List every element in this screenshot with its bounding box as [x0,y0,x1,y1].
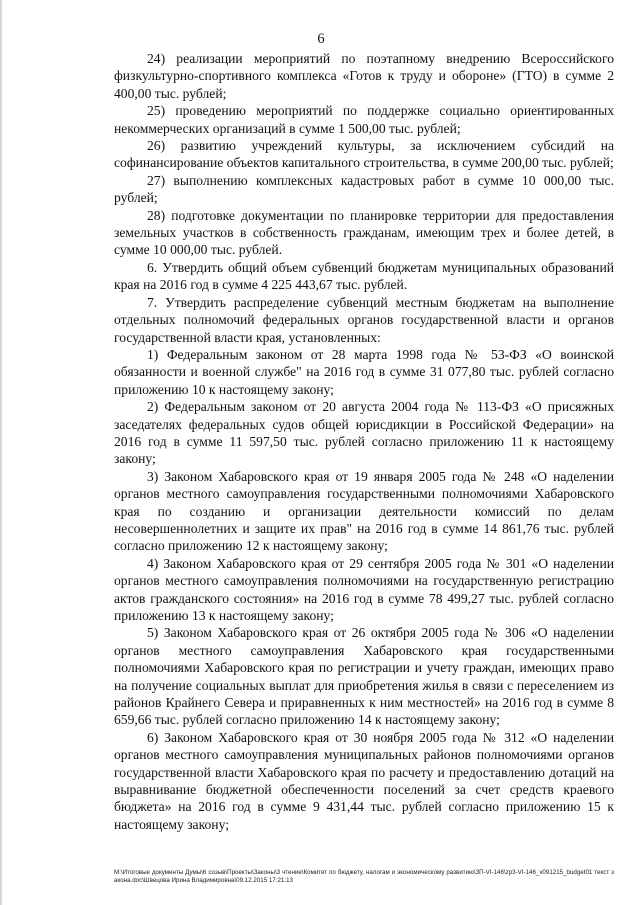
paragraph-subitem-2: 2) Федеральным законом от 20 августа 2004 года № 113-ФЗ «О присяжных заседателях федеральных судов общей юрисдикции в Российской Федерации» на 2016 год в сумме 11 597,50 тыс. рублей согласно приложению 11 к настоящему закону; [114,399,614,467]
paragraph-subitem-3: 3) Законом Хабаровского края от 19 января 2005 года № 248 «О наделении органов местного самоуправления государственными полномочиями Хабаровского края по созданию и организации деятельности комиссий по делам несовершеннолетних и защите их прав" на 2016 год в сумме 14 861,76 тыс. рублей согласно приложению 12 к настоящему закону; [114,468,614,554]
paragraph-subitem-1: 1) Федеральным законом от 28 марта 1998 года № 53-ФЗ «О воинской обязанности и военной службе" на 2016 год в сумме 31 077,80 тыс. рублей согласно приложению 10 к настоящему закону; [114,346,614,397]
paragraph-item-27: 27) выполнению комплексных кадастровых работ в сумме 10 000,00 тыс. рублей; [114,172,614,206]
paragraph-subitem-6: 6) Законом Хабаровского края от 30 ноября 2005 года № 312 «О наделении органов местного самоуправления муниципальных районов полномочиями органов государственной власти Хабаровского края по расчету и предоставлению дотаций на выравнивание бюджетной обеспеченности поселений за счет средств краевого бюджета» на 2016 год в сумме 9 431,44 тыс. рублей согласно приложению 15 к настоящему закону; [114,729,614,832]
paragraph-clause-6: 6. Утвердить общий объем субвенций бюджетам муниципальных образований края на 2016 год в сумме 4 225 443,67 тыс. рублей. [114,259,614,293]
paragraph-item-24: 24) реализации мероприятий по поэтапному внедрению Всероссийского физкультурно-спортивного комплекса «Готов к труду и обороне» (ГТО) в сумме 2 400,00 тыс. рублей; [114,51,614,101]
page-number: 6 [317,31,325,47]
document-body [114,50,614,833]
paragraph-subitem-5: 5) Законом Хабаровского края от 26 октября 2005 года № 306 «О наделении органов местного самоуправления Хабаровского края государственными полномочиями Хабаровского края по регистрации и учету граждан, имеющих право на получение социальных выплат для приобретения жилья в связи с переселением из районов Крайнего Севера и приравненных к ним местностей» на 2016 год в сумме 8 659,66 тыс. рублей согласно приложению 14 к настоящему закону; [114,625,614,728]
paragraph-clause-7: 7. Утвердить распределение субвенций местным бюджетам на выполнение отдельных полномочий федеральных органов государственной власти и органов государственной власти края, установленных: [114,294,614,345]
paragraph-item-28: 28) подготовке документации по планировке территории для предоставления земельных участков в собственность гражданам, имеющим трех и более детей, в сумме 10 000,00 тыс. рублей. [114,207,614,258]
paragraph-item-25: 25) проведению мероприятий по поддержке социально ориентированных некоммерческих организаций в сумме 1 500,00 тыс. рублей; [114,103,614,136]
paragraph-item-26: 26) развитию учреждений культуры, за исключением субсидий на софинансирование объектов капитального строительства, в сумме 200,00 тыс. рублей; [114,138,614,171]
footer-file-path: M:\Итоговые документы Думы\6 созыв\Проекты\Законы\3 чтение\Комитет по бюджету, налогам и экономическому развитию\ЗП-VI-146\zp3-VI-146_v091215_budget01 текст закона.doc\Швецова Ирина Владимировна\09.12.2015 17:21:13 [114,869,614,885]
paragraph-subitem-4: 4) Законом Хабаровского края от 29 сентября 2005 года № 301 «О наделении органов местного самоуправления полномочиями на государственную регистрацию актов гражданского состояния» на 2016 год в сумме 78 499,27 тыс. рублей согласно приложению 13 к настоящему закону; [114,555,614,623]
